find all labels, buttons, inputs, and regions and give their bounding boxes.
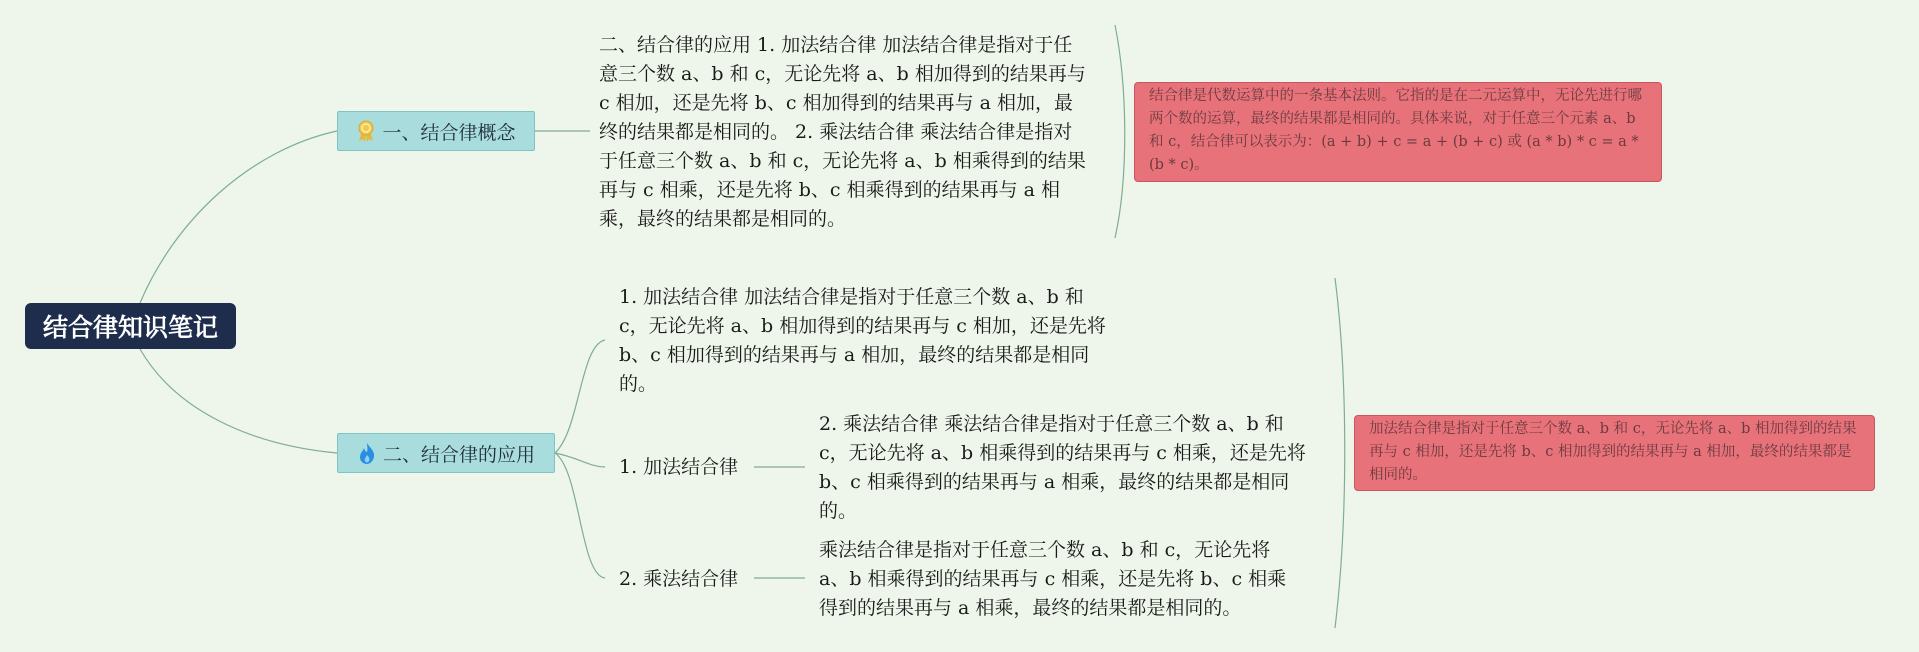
addition-law-node[interactable]: 1. 加法结合律 xyxy=(619,456,739,478)
multiplication-law-text: 乘法结合律是指对于任意三个数 a、b 和 c，无论先将 a、b 相乘得到的结果再与 c 相乘，还是先将 b、c 相乘得到的结果再与 a 相乘，最终的结果都是相同的。 xyxy=(819,539,1287,619)
concept-detail-text: 二、结合律的应用 1. 加法结合律 加法结合律是指对于任意三个数 a、b 和 c，无论先将 a、b 相加得到的结果再与 c 相加，还是先将 b、c 相加得到的结果再与 a 相加，最终的结果都是相同的。 2. 乘法结合律 乘法结合律是指对于任意三个数 a、b 和 c，无论先将 a、b 相乘得到的结果再与 c 相乘，还是先将 b、c 相乘得到的结果再与 a 相乘，最终的结果都是相同的。 xyxy=(599,34,1086,230)
root-to-topic1-link xyxy=(140,131,337,303)
root-to-topic2-link xyxy=(140,349,337,453)
application-intro-text: 1. 加法结合律 加法结合律是指对于任意三个数 a、b 和 c，无论先将 a、b 相加得到的结果再与 c 相加，还是先将 b、c 相加得到的结果再与 a 相加，最终的结果都是相同的。 xyxy=(619,286,1106,395)
topic2-bracket xyxy=(1335,278,1345,628)
topic-application[interactable] xyxy=(337,433,555,473)
multiplication-law-node[interactable]: 2. 乘法结合律 xyxy=(619,568,739,590)
topic-concept-label: 一、结合律概念 xyxy=(382,121,516,144)
root-node[interactable] xyxy=(25,303,236,349)
topic2-to-intro-link xyxy=(555,340,605,453)
application-note xyxy=(1354,415,1875,491)
fire-icon xyxy=(357,442,377,464)
root-title: 结合律知识笔记 xyxy=(42,313,218,342)
topic2-to-multiplication-link xyxy=(555,453,605,578)
topic-concept[interactable] xyxy=(337,111,535,151)
topic2-to-addition-link xyxy=(555,453,605,467)
concept-note-text: 结合律是代数运算中的一条基本法则。它指的是在二元运算中，无论先进行哪两个数的运算，最终的结果都是相同的。具体来说，对于任意三个元素 a、b 和 c，结合律可以表示为：(a + b) + c = a + (b + c) 或 (a * b) * c = a * (b * c)。 xyxy=(1149,88,1642,173)
application-note-text: 加法结合律是指对于任意三个数 a、b 和 c，无论先将 a、b 相加得到的结果再与 c 相加，还是先将 b、c 相加得到的结果再与 a 相加，最终的结果都是相同的。 xyxy=(1369,421,1857,483)
topic1-bracket xyxy=(1115,25,1125,238)
topic-application-label: 二、结合律的应用 xyxy=(382,443,535,466)
concept-note xyxy=(1134,82,1662,182)
award-ribbon-icon xyxy=(356,120,376,142)
addition-law-text: 2. 乘法结合律 乘法结合律是指对于任意三个数 a、b 和 c，无论先将 a、b 相乘得到的结果再与 c 相乘，还是先将 b、c 相乘得到的结果再与 a 相乘，最终的结果都是相同的。 xyxy=(819,413,1306,522)
